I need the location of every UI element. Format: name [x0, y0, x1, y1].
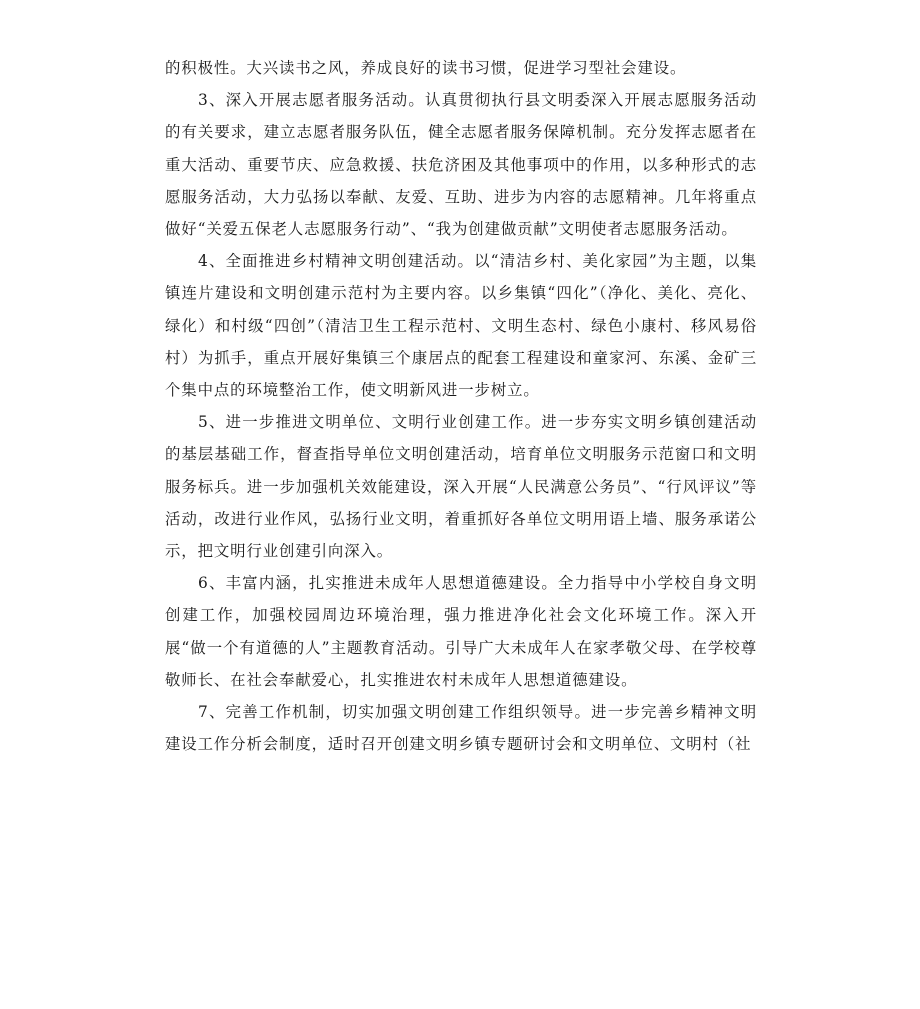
paragraph-work-mechanism: 7、完善工作机制，切实加强文明创建工作组织领导。进一步完善乡精神文明建设工作分析会制度，适时召开创建文明乡镇专题研讨会和文明单位、文明村（社 [165, 703, 757, 754]
paragraph-minors-morality: 6、丰富内涵，扎实推进未成年人思想道德建设。全力指导中小学校自身文明创建工作，加强校园周边环境治理，强力推进净化社会文化环境工作。深入开展“做一个有道德的人”主题教育活动。引导广大未成年人在家孝敬父母、在学校尊敬师长、在社会奉献爱心，扎实推进农村未成年人思想道德建设。 [165, 574, 757, 689]
document-body [165, 52, 757, 760]
paragraph-volunteer-service: 3、深入开展志愿者服务活动。认真贯彻执行县文明委深入开展志愿服务活动的有关要求，建立志愿者服务队伍，健全志愿者服务保障机制。充分发挥志愿者在重大活动、重要节庆、应急救援、扶危济困及其他事项中的作用，以多种形式的志愿服务活动，大力弘扬以奉献、友爱、互助、进步为内容的志愿精神。几年将重点做好“关爱五保老人志愿服务行动”、“我为创建做贡献”文明使者志愿服务活动。 [165, 91, 757, 239]
paragraph-rural-civilization: 4、全面推进乡村精神文明创建活动。以“清洁乡村、美化家园”为主题，以集镇连片建设和文明创建示范村为主要内容。以乡集镇“四化”（净化、美化、亮化、绿化）和村级“四创”（清洁卫生工程示范村、文明生态村、绿色小康村、移风易俗村）为抓手，重点开展好集镇三个康居点的配套工程建设和童家河、东溪、金矿三个集中点的环境整治工作，使文明新风进一步树立。 [165, 252, 757, 400]
paragraph-civilized-units: 5、进一步推进文明单位、文明行业创建工作。进一步夯实文明乡镇创建活动的基层基础工作，督查指导单位文明创建活动，培育单位文明服务示范窗口和文明服务标兵。进一步加强机关效能建设，深入开展“人民满意公务员”、“行风评议”等活动，改进行业作风，弘扬行业文明，着重抓好各单位文明用语上墙、服务承诺公示，把文明行业创建引向深入。 [165, 413, 757, 561]
paragraph-continuation: 的积极性。大兴读书之风，养成良好的读书习惯，促进学习型社会建设。 [165, 59, 687, 77]
